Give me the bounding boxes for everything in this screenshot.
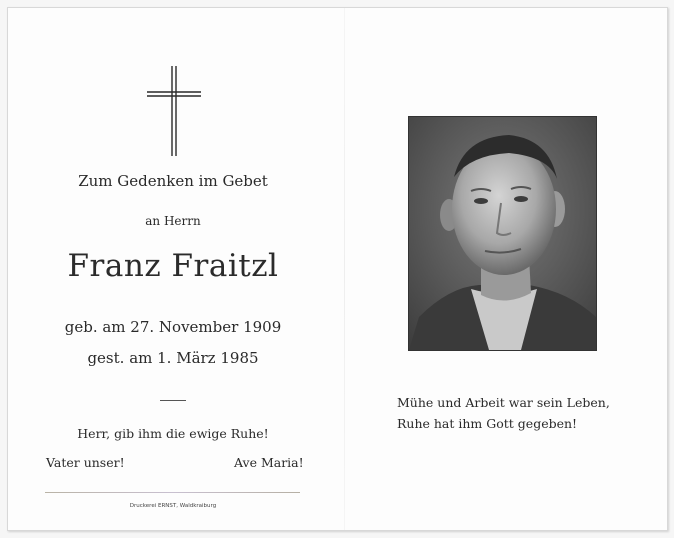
prayer-ave-maria: Ave Maria!	[234, 455, 304, 470]
prayer-vater-unser: Vater unser!	[46, 455, 125, 470]
card-fold	[344, 8, 345, 530]
cross-icon	[147, 66, 201, 156]
death-date: gest. am 1. März 1985	[87, 349, 259, 367]
portrait-image	[409, 117, 596, 350]
footer-rule	[45, 492, 300, 493]
memorial-card	[7, 7, 668, 531]
prayer-text: Herr, gib ihm die ewige Ruhe!	[77, 426, 269, 441]
portrait-photo	[408, 116, 597, 351]
birth-date: geb. am 27. November 1909	[64, 318, 282, 336]
salutation: an Herrn	[145, 214, 201, 228]
verse-line-2: Ruhe hat ihm Gott gegeben!	[397, 416, 578, 431]
printer-credit: Druckerei ERNST, Waldkraiburg	[129, 503, 217, 509]
deceased-name: Franz Fraitzl	[67, 248, 279, 284]
divider-dash	[160, 400, 186, 401]
memorial-heading: Zum Gedenken im Gebet	[78, 172, 268, 190]
verse-line-1: Mühe und Arbeit war sein Leben,	[397, 395, 610, 410]
